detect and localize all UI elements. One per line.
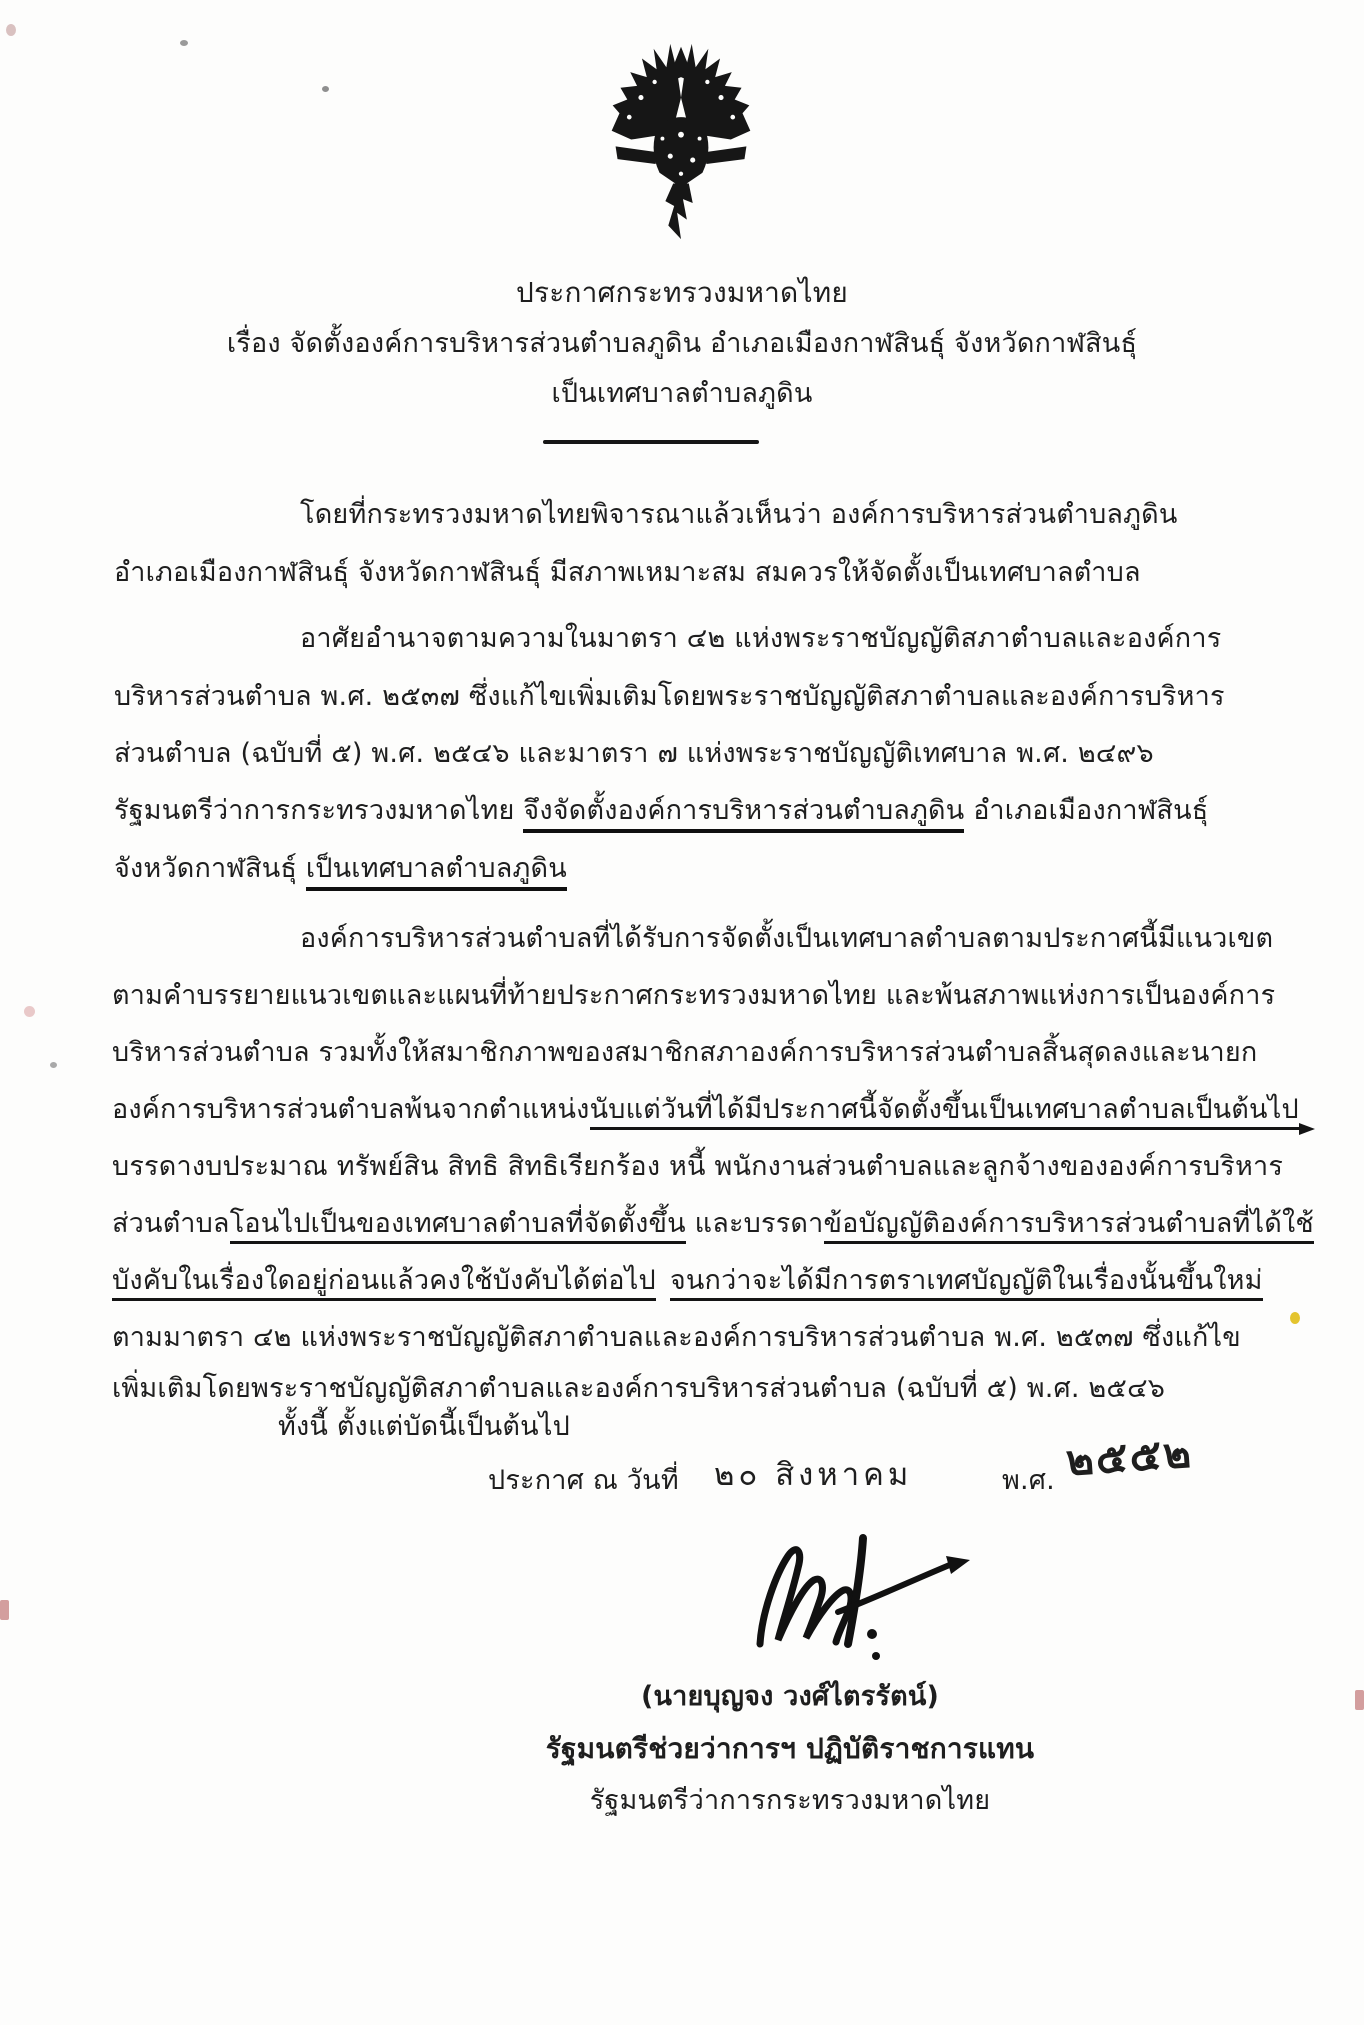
yellow-speck [1290,1312,1300,1324]
paragraph3-line8: ตามมาตรา ๔๒ แห่งพระราชบัญญัติสภาตำบลและองค์การบริหารส่วนตำบล พ.ศ. ๒๕๓๗ ซึ่งแก้ไข [112,1322,1241,1353]
subject-line-2: เป็นเทศบาลตำบลภูดิน [551,378,813,409]
red-edge-mark [0,1600,9,1620]
pink-edge-speck [24,1006,35,1017]
paragraph3-line4 [112,1093,1299,1127]
paragraph3-line6-mid: และบรรดา [685,1208,824,1239]
red-edge-mark [1355,1690,1364,1710]
paragraph3-line9: เพิ่มเติมโดยพระราชบัญญัติสภาตำบลและองค์การบริหารส่วนตำบล (ฉบับที่ ๕) พ.ศ. ๒๕๔๖ [112,1373,1166,1404]
paragraph2-line3: ส่วนตำบล (ฉบับที่ ๕) พ.ศ. ๒๕๔๖ และมาตรา ๗ แห่งพระราชบัญญัติเทศบาล พ.ศ. ๒๔๙๖ [114,738,1154,769]
promulgation-year-handwritten [1064,1427,1195,1486]
signer-name: (นายบุญจง วงศ์ไตรรัตน์) [640,1681,940,1712]
promulgation-era: พ.ศ. [1002,1465,1055,1496]
paragraph3-line6 [112,1207,1314,1241]
signer-title-minister: รัฐมนตรีว่าการกระทรวงมหาดไทย [589,1785,991,1816]
paragraph3-line2: ตามคำบรรยายแนวเขตและแผนที่ท้ายประกาศกระทรวงมหาดไทย และพ้นสภาพแห่งการเป็นองค์การ [112,980,1276,1011]
document-title: ประกาศกระทรวงมหาดไทย [516,276,848,309]
paragraph2-line5-pre: จังหวัดกาฬสินธุ์ [114,853,306,884]
paragraph3-line5: บรรดางบประมาณ ทรัพย์สิน สิทธิ สิทธิเรียกร้อง หนี้ พนักงานส่วนตำบลและลูกจ้างขององค์การบริหาร [112,1151,1284,1182]
paragraph1-line2: อำเภอเมืองกาฬสินธุ์ จังหวัดกาฬสินธุ์ มีสภาพเหมาะสม สมควรให้จัดตั้งเป็นเทศบาลตำบล [114,557,1141,588]
handwritten-year: ๒๕๕๒ [1064,1427,1195,1486]
paragraph3-line7-underlined1: บังคับในเรื่องใดอยู่ก่อนแล้วคงใช้บังคับได้ต่อไป [112,1265,656,1301]
promulgation-day-month: ๒๐ สิงหาคม [714,1457,913,1493]
paragraph2-line4-pre: รัฐมนตรีว่าการกระทรวงมหาดไทย [114,795,524,826]
scan-speck [322,86,329,92]
paragraph2-line1: อาศัยอำนาจตามความในมาตรา ๔๒ แห่งพระราชบัญญัติสภาตำบลและองค์การ [300,623,1222,654]
signer-title-acting: รัฐมนตรีช่วยว่าการฯ ปฏิบัติราชการแทน [545,1732,1035,1765]
paragraph3-line7-underlined2: จนกว่าจะได้มีการตราเทศบัญญัติในเรื่องนั้นขึ้นใหม่ [670,1265,1263,1301]
scan-speck [50,1062,57,1068]
paragraph3-line4-pre: องค์การบริหารส่วนตำบลพ้นจากตำแหน่ง [112,1094,590,1125]
closing-line: ทั้งนี้ ตั้งแต่บัดนี้เป็นต้นไป [278,1411,570,1442]
subject-line-1: เรื่อง จัดตั้งองค์การบริหารส่วนตำบลภูดิน อำเภอเมืองกาฬสินธุ์ จังหวัดกาฬสินธุ์ [226,328,1138,359]
paragraph2-line2: บริหารส่วนตำบล พ.ศ. ๒๕๓๗ ซึ่งแก้ไขเพิ่มเติมโดยพระราชบัญญัติสภาตำบลและองค์การบริหาร [114,681,1225,712]
paragraph3-line6-pre: ส่วนตำบล [112,1208,230,1239]
paragraph2-line4-underlined: จึงจัดตั้งองค์การบริหารส่วนตำบลภูดิน [523,795,964,833]
promulgation-prefix: ประกาศ ณ วันที่ [488,1465,679,1496]
header-divider [543,440,759,444]
paragraph3-line6-underlined1: โอนไปเป็นของเทศบาลตำบลที่จัดตั้งขึ้น [230,1208,686,1244]
paragraph2-line5-underlined: เป็นเทศบาลตำบลภูดิน [306,853,567,891]
handwritten-signature-icon [742,1516,982,1676]
paragraph3-line4-underlined-arrow: นับแต่วันที่ได้มีประกาศนี้จัดตั้งขึ้นเป็นเทศบาลตำบลเป็นต้นไป [590,1094,1299,1130]
paragraph3-line1: องค์การบริหารส่วนตำบลที่ได้รับการจัดตั้งเป็นเทศบาลตำบลตามประกาศนี้มีแนวเขต [300,923,1274,954]
garuda-emblem-icon [598,36,764,248]
scan-speck [180,40,188,46]
paragraph2-line4-post: อำเภอเมืองกาฬสินธุ์ [964,795,1209,826]
paragraph3-line3: บริหารส่วนตำบล รวมทั้งให้สมาชิกภาพของสมาชิกสภาองค์การบริหารส่วนตำบลสิ้นสุดลงและนายก [112,1037,1258,1068]
paragraph1-line1: โดยที่กระทรวงมหาดไทยพิจารณาแล้วเห็นว่า องค์การบริหารส่วนตำบลภูดิน [300,499,1178,530]
paragraph2-line5 [114,852,567,886]
red-edge-mark [6,24,16,36]
paragraph3-line7 [112,1264,1263,1298]
paragraph2-line4 [114,794,1208,828]
paragraph3-line6-underlined2: ข้อบัญญัติองค์การบริหารส่วนตำบลที่ได้ใช้ [824,1208,1314,1244]
